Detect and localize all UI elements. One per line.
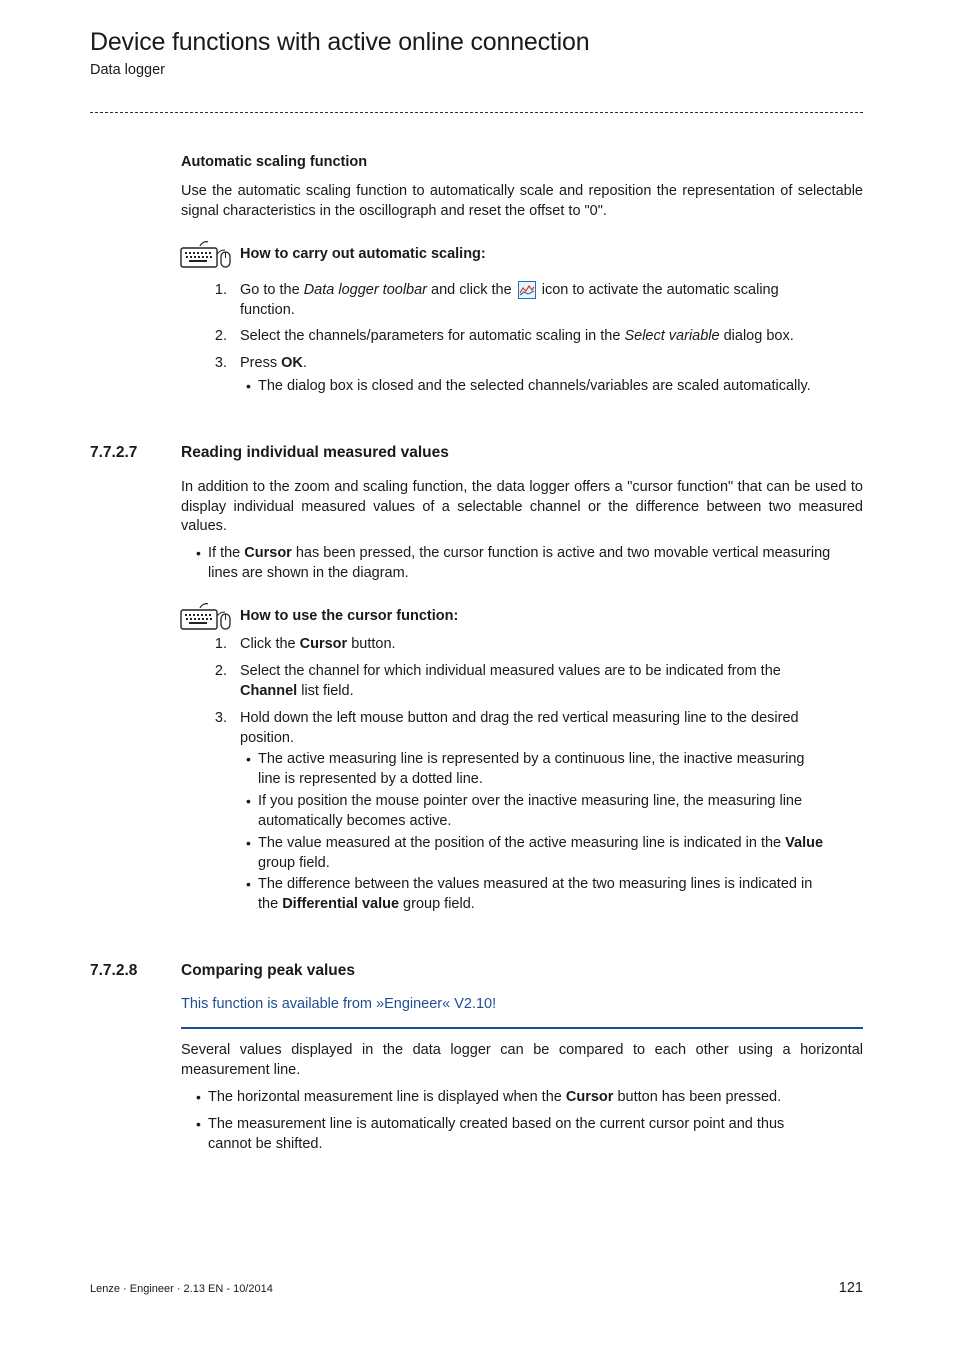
sub-bullet-text: If you position the mouse pointer over the inactive measuring line, the measuring line automatically becomes active. [258,793,803,829]
step-number: 3. [214,710,227,726]
auto-scaling-intro: Use the automatic scaling function to automatically scale and reposition the representation of selectable signal characteristics in the oscillograph and reset the offset to "0". [181,183,863,219]
section-number: 7.7.2.7 [90,444,138,461]
bullet: • [196,545,201,561]
howto-cursor: How to use the cursor function: [240,608,459,624]
step-text: Click the Cursor button. [240,636,396,652]
bullet: • [246,835,251,851]
sub-bullet-text: The active measuring line is represented by a continuous line, the inactive measuring line is represented by a dotted line. [258,751,805,787]
version-note: This function is available from »Engineer« V2.10! [181,996,497,1012]
auto-scale-icon [518,281,536,299]
page-title: Device functions with active online connection [90,28,590,56]
page-subtitle: Data logger [90,62,165,78]
step-text: Go to the Data logger toolbar and click the icon to activate the automatic scaling function. [240,282,779,318]
section-intro: In addition to the zoom and scaling function, the data logger offers a "cursor function" that can be used to display individual measured values of a selectable channel or the difference between two measured values. [181,479,863,534]
bullet: • [196,1089,201,1105]
bullet-text: The horizontal measurement line is displayed when the Cursor button has been pressed. [208,1089,782,1105]
step-number: 1. [214,282,227,298]
bullet-text: The measurement line is automatically created based on the current cursor point and thus cannot be shifted. [208,1116,785,1152]
auto-scaling-heading: Automatic scaling function [181,154,368,170]
step-text: Hold down the left mouse button and drag the red vertical measuring line to the desired position. [240,710,799,746]
section-title: Reading individual measured values [181,444,449,461]
bullet-text: If the Cursor has been pressed, the cursor function is active and two movable vertical measuring lines are shown in the diagram. [208,545,831,581]
section-number: 7.7.2.8 [90,962,138,979]
step-number: 1. [214,636,227,652]
bullet: • [246,876,251,892]
step-number: 2. [214,328,227,344]
section-title: Comparing peak values [181,962,356,979]
step-number: 2. [214,663,227,679]
sub-bullet-text: The value measured at the position of the active measuring line is indicated in the Value group field. [258,835,824,871]
bullet: • [246,378,251,394]
page-number: 121 [838,1280,863,1296]
bullet: • [196,1116,201,1132]
step-text: Press OK. [240,355,307,371]
howto-auto-scaling: How to carry out automatic scaling: [240,246,486,262]
header-divider [90,112,863,113]
step-number: 3. [214,355,227,371]
sub-bullet-text: The difference between the values measured at the two measuring lines is indicated in the Differential value group field. [258,876,813,912]
result-text: The dialog box is closed and the selected channels/variables are scaled automatically. [258,378,811,394]
bullet: • [246,793,251,809]
section-intro: Several values displayed in the data logger can be compared to each other using a horizontal measurement line. [181,1042,863,1078]
step-text: Select the channels/parameters for automatic scaling in the Select variable dialog box. [240,328,794,344]
keyboard-mouse-icon [180,240,232,270]
bullet: • [246,751,251,767]
footer-doc-info: Lenze · Engineer · 2.13 EN - 10/2014 [90,1283,273,1295]
step-text: Select the channel for which individual measured values are to be indicated from the Channel list field. [240,663,781,699]
keyboard-mouse-icon [180,602,232,632]
note-divider [181,1027,863,1029]
